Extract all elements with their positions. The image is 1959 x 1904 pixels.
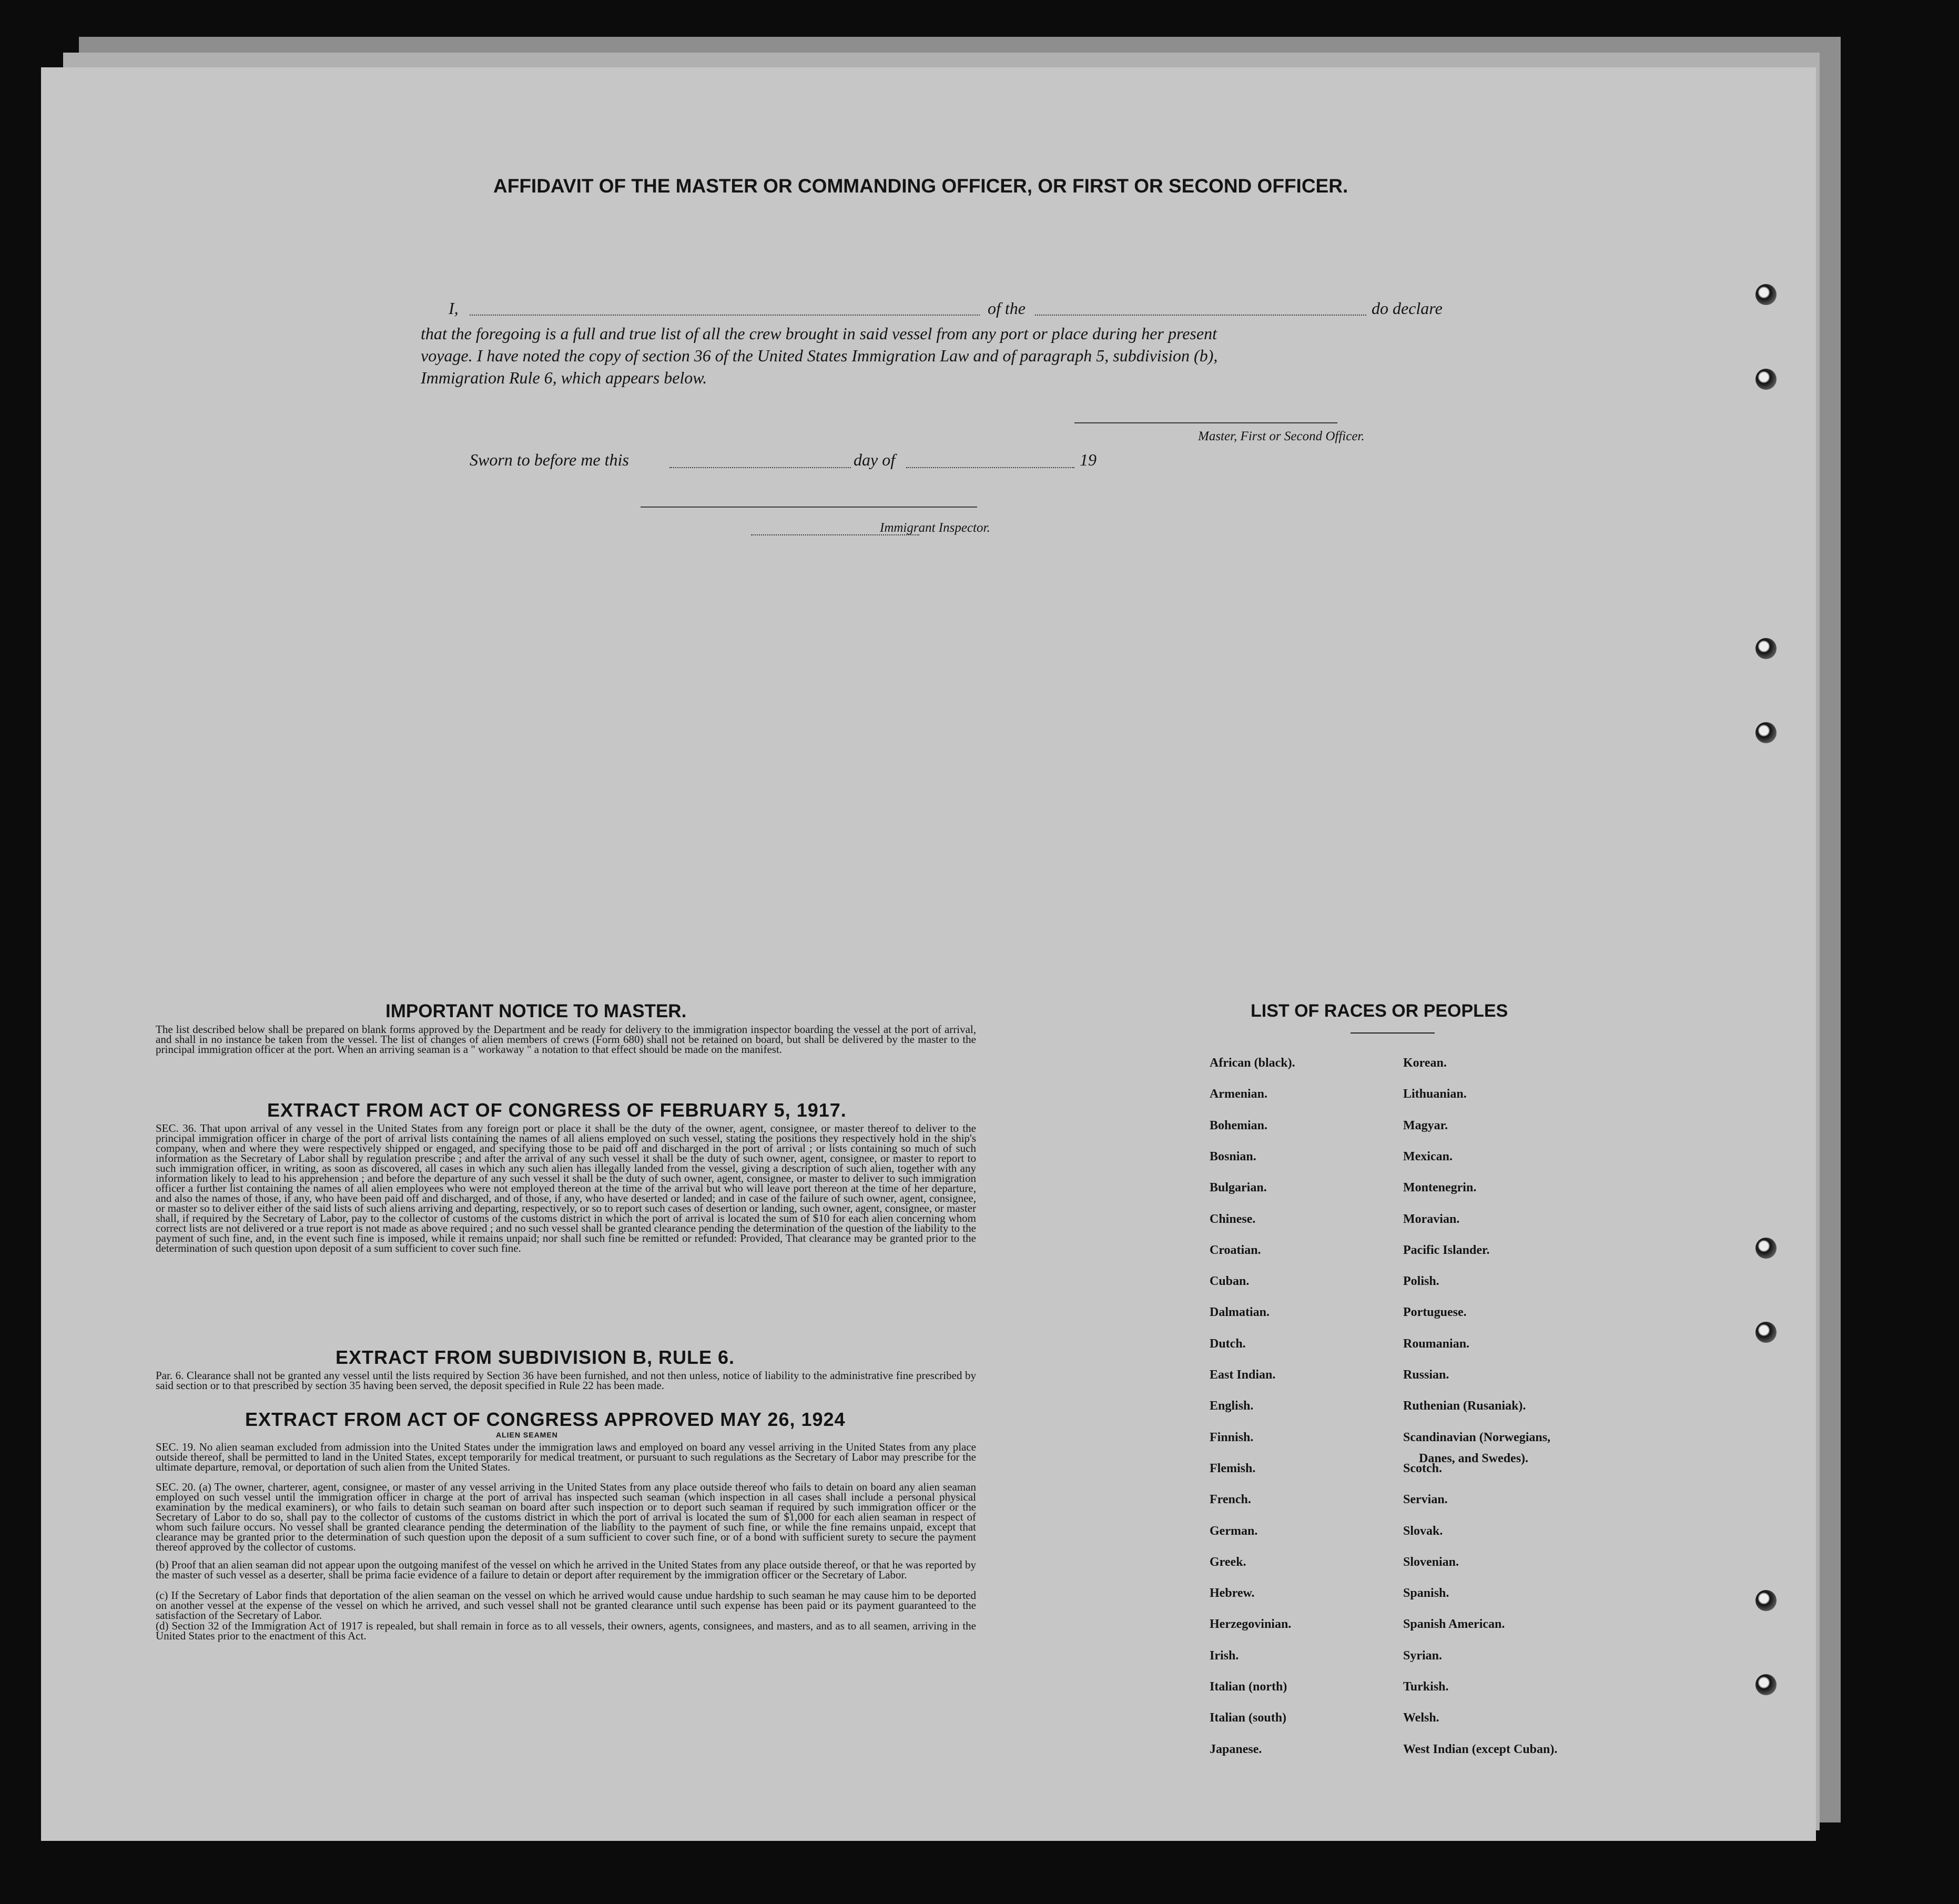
race-right-7: Polish. [1403,1274,1439,1288]
race-left-0: African (black). [1210,1056,1295,1070]
race-left-10: East Indian. [1210,1368,1276,1382]
race-left-22: Japanese. [1210,1743,1262,1756]
binder-hole [1755,638,1777,659]
day-of-text: day of [854,450,896,469]
race-left-15: German. [1210,1524,1258,1538]
race-left-19: Irish. [1210,1649,1239,1663]
sworn-month-blank[interactable] [906,467,1074,468]
race-right-19: Syrian. [1403,1649,1443,1663]
section-20d: (d) Section 32 of the Immigration Act of 1917 is repealed, but shall remain in force as to all vessels, their owners, agents, consignees, and masters, and as to all seamen, arriving in the United States prior to the enactment of this Act. [156,1619,976,1642]
section-20a: SEC. 20. (a) The owner, charterer, agent, consignee, or master of any vessel arriving in the United States from any place outside thereof who fails to detain on board any alien seaman employed on such vessel until the immigration officer in charge at the port of arrival has inspected such seaman (which inspection in all cases shall include a personal physical examination by the medical examiners), or who fails to detain such seaman on board after such inspection or to deport such seaman if required by such immigration officer or the Secretary of Labor to do so, shall pay to the collector of customs of the customs district in which the port of arrival is located the sum of $1,000 for each alien seaman in respect of whom such failure occurs. No vessel shall be granted clearance pending the determination of the liability to the payment of such fine, or while the fine remains unpaid, except that clearance may be granted prior to the determination of such question upon the deposit of a sum sufficient to cover such fine, or of a bond with sufficient surety to secure the payment thereof approved by the collector of customs. [156,1481,976,1553]
race-continuation: Danes, and Swedes). [1419,1452,1529,1465]
race-left-4: Bulgarian. [1210,1181,1267,1194]
extract-1917-title: EXTRACT FROM ACT OF CONGRESS OF FEBRUARY 5, 1917. [267,1099,847,1121]
affidavit-line-4: Immigration Rule 6, which appears below. [421,368,707,387]
race-right-0: Korean. [1403,1056,1447,1070]
section-19: SEC. 19. No alien seaman excluded from admission into the United States under the immigration laws and employed on board any vessel arriving in the United States from any place outside thereof, shall be permitted to land in the United States, except temporarily for medical treatment, or pursuant to such regulations as the Secretary of Labor may prescribe for the ultimate departure, removal, or deportation of such alien from the United States. [156,1441,976,1473]
race-right-6: Pacific Islander. [1403,1243,1490,1257]
year-prefix: 19 [1080,450,1097,469]
race-left-14: French. [1210,1493,1251,1506]
inspector-line-1[interactable] [641,507,977,508]
race-right-17: Spanish. [1403,1586,1449,1600]
rule6-body: Par. 6. Clearance shall not be granted any vessel until the lists required by Section 36 have been furnished, and not then unless, notice of liability to the administrative fine prescribed by said section or to that prescribed by section 35 having been served, the deposit specified in Rule 22 has been made. [156,1369,976,1392]
race-right-18: Spanish American. [1403,1617,1505,1631]
master-caption: Master, First or Second Officer. [1198,429,1365,443]
race-left-20: Italian (north) [1210,1680,1287,1694]
binder-hole [1755,1674,1777,1695]
inspector-caption: Immigrant Inspector. [880,521,990,535]
race-right-14: Servian. [1403,1493,1448,1506]
race-left-16: Greek. [1210,1555,1246,1569]
race-right-13: Scotch. [1403,1462,1442,1475]
binder-hole [1755,1590,1777,1611]
race-right-21: Welsh. [1403,1711,1439,1725]
binder-hole [1755,369,1777,390]
race-right-2: Magyar. [1403,1119,1448,1132]
extract-1924-subtitle: ALIEN SEAMEN [496,1431,558,1439]
race-left-17: Hebrew. [1210,1586,1255,1600]
binder-hole [1755,284,1777,305]
vessel-blank[interactable] [1035,315,1366,316]
name-blank[interactable] [470,315,980,316]
race-left-12: Finnish. [1210,1431,1254,1444]
race-right-10: Russian. [1403,1368,1449,1382]
section-20b: (b) Proof that an alien seaman did not appear upon the outgoing manifest of the vessel on which he arrived in the United States from any place outside thereof, or that he was reported by the master of such vessel as a deserter, shall be prima facie evidence of a failure to detain or deport after requirement by the immigration officer or the Secretary of Labor. [156,1558,976,1581]
race-right-20: Turkish. [1403,1680,1449,1694]
race-right-1: Lithuanian. [1403,1087,1467,1101]
race-right-8: Portuguese. [1403,1305,1467,1319]
race-right-3: Mexican. [1403,1150,1453,1163]
binder-hole [1755,1238,1777,1259]
document-page [41,67,1816,1841]
section-20c: (c) If the Secretary of Labor finds that deportation of the alien seaman on the vessel on which he arrived would cause undue hardship to such seaman he may cause him to be deported on another vessel at the expense of the vessel on which he arrived, and such vessel shall not be granted clearance until such expense has been paid or its payment guaranteed to the satisfaction of the Secretary of Labor. [156,1589,976,1622]
rule6-title: EXTRACT FROM SUBDIVISION B, RULE 6. [336,1346,735,1368]
notice-title: IMPORTANT NOTICE TO MASTER. [385,1001,687,1021]
notice-body: The list described below shall be prepared on blank forms approved by the Department and be ready for delivery to the immigration inspector boarding the vessel at the port of arrival, and shall in no instance be taken from the vessel. The list of changes of alien members of crews (Form 680) shall not be retained on board, but shall be delivered by the master to the principal immigration officer at the port. When an arriving seaman is a " workaway " a notation to that effect should be made on the manifest. [156,1023,976,1056]
race-left-3: Bosnian. [1210,1150,1256,1163]
race-left-1: Armenian. [1210,1087,1267,1101]
affidavit-line-2: that the foregoing is a full and true list of all the crew brought in said vessel from any port or place during her present [421,324,1217,343]
affidavit-of-the: of the [988,299,1026,318]
race-left-11: English. [1210,1399,1254,1413]
race-right-12: Scandinavian (Norwegians, [1403,1431,1551,1444]
race-left-13: Flemish. [1210,1462,1256,1475]
races-title-rule [1351,1032,1435,1034]
race-left-18: Herzegovinian. [1210,1617,1292,1631]
master-signature-line[interactable] [1074,422,1337,423]
sworn-text: Sworn to before me this [470,450,629,469]
affidavit-i: I, [449,299,459,318]
sworn-day-blank[interactable] [669,467,851,468]
race-left-9: Dutch. [1210,1337,1246,1351]
race-right-9: Roumanian. [1403,1337,1470,1351]
binder-hole [1755,1322,1777,1343]
affidavit-declare: do declare [1372,299,1443,318]
race-right-16: Slovenian. [1403,1555,1459,1569]
race-right-11: Ruthenian (Rusaniak). [1403,1399,1526,1413]
races-title: LIST OF RACES OR PEOPLES [1251,1001,1508,1021]
binder-hole [1755,722,1777,743]
affidavit-line-3: voyage. I have noted the copy of section 36 of the United States Immigration Law and of paragraph 5, subdivision (b), [421,346,1218,365]
race-left-5: Chinese. [1210,1212,1256,1226]
race-left-6: Croatian. [1210,1243,1261,1257]
race-left-7: Cuban. [1210,1274,1250,1288]
race-left-2: Bohemian. [1210,1119,1268,1132]
affidavit-title: AFFIDAVIT OF THE MASTER OR COMMANDING OFFICER, OR FIRST OR SECOND OFFICER. [493,175,1348,197]
race-right-5: Moravian. [1403,1212,1460,1226]
extract-1917-body: SEC. 36. That upon arrival of any vessel in the United States from any foreign port or place it shall be the duty of the owner, agent, consignee, or master thereof to deliver to the principal immigration officer in charge of the port of arrival lists containing the names of all aliens employed on such vessel, stating the positions they respectively hold in the ship's company, when and where they were respectively shipped or engaged, and specifying those to be paid off and discharged in the port of arrival ; or lists containing so much of such information as the Secretary of Labor shall by regulation prescribe ; and after the arrival of any such vessel it shall be the duty of such owner, agent, consignee, or master to report to such immigration officer, in writing, as soon as discovered, all cases in which any such alien has illegally landed from the vessel, giving a description of such alien, together with any information likely to lead to his apprehension ; and before the departure of any such vessel it shall be the duty of such owner, agent, consignee, or master to deliver to such immigration officer a further list containing the names of all alien employees who were not employed thereon at the time of the arrival but who will leave port thereon at the time of her departure, and also the names of those, if any, who have been paid off and discharged, and of those, if any, who have deserted or landed; and in case of the failure of such owner, agent, consignee, or master so to deliver either of the said lists of such aliens arriving and departing, respectively, or so to report such cases of desertion or landing, such owner, agent, consignee, or master shall, if required by the Secretary of Labor, pay to the collector of customs of the customs district in which the port of arrival is located the sum of $10 for each alien concerning whom correct lists are not delivered or a true report is not made as above required ; and no such vessel shall be granted clearance pending the determination of the question of the liability to the payment of such fine, and, in the event such fine is imposed, while it remains unpaid; nor shall such fine be remitted or refunded: Provided, That clearance may be granted prior to the determination of such question upon deposit of a sum sufficient to cover such fine. [156,1122,976,1254]
race-right-4: Montenegrin. [1403,1181,1477,1194]
race-left-21: Italian (south) [1210,1711,1287,1725]
race-right-22: West Indian (except Cuban). [1403,1743,1558,1756]
race-left-8: Dalmatian. [1210,1305,1270,1319]
race-right-15: Slovak. [1403,1524,1443,1538]
extract-1924-title: EXTRACT FROM ACT OF CONGRESS APPROVED MAY 26, 1924 [245,1409,846,1430]
